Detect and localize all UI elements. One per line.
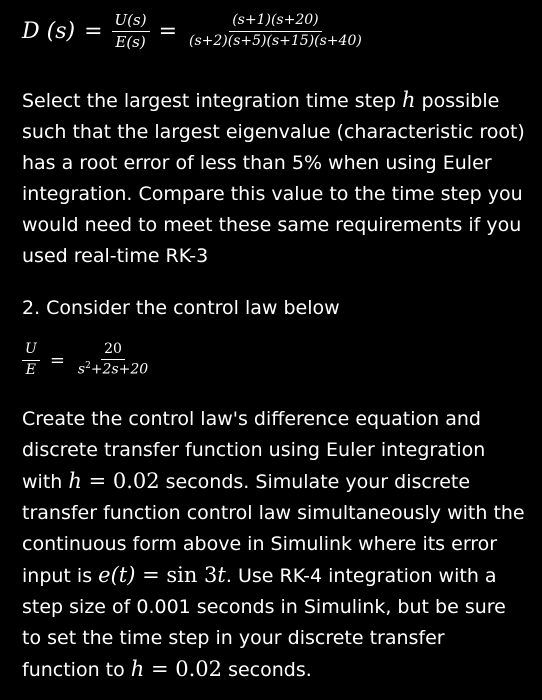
ratio-U-over-E [112, 12, 150, 50]
text-segment: possible such that the largest eigenvalue (characteristic root) has a root error of less than 5% when using Euler integration. Compare this value to the time step you would need to meet these same requirements if you used real-time RK-3 [22, 90, 525, 267]
math-equals-value: = 0.02 [81, 469, 160, 493]
control-law-fraction [75, 342, 151, 378]
control-law-equation [22, 342, 151, 378]
lhs-denominator: E [25, 361, 37, 378]
math-h: h [68, 469, 82, 493]
text-segment: Create the control law's difference equation and discrete transfer function using Euler integration with [22, 408, 486, 493]
question-paragraph-1 [22, 85, 527, 272]
section-2-heading: 2. Consider the control law below [22, 297, 340, 319]
math-e-of-t: e(t) [98, 563, 136, 587]
plant-denominator: (s+2)(s+5)(s+15)(s+40) [189, 32, 362, 49]
text-segment: seconds. [222, 659, 312, 681]
lhs-U-over-E [22, 342, 40, 378]
denominator-s: s [77, 362, 86, 379]
equals-sign: = [84, 18, 103, 44]
transfer-function-equation [22, 12, 365, 50]
text-segment: seconds. Simulate your discrete transfer function control law simultaneously with the continuous form above in Simulink where its error input is [22, 471, 525, 587]
math-h: h [401, 88, 416, 112]
lhs-numerator: U [22, 342, 40, 360]
ratio-numerator: U(s) [112, 12, 150, 32]
equals-sign: = [49, 349, 65, 371]
math-t: t [217, 563, 226, 587]
math-h: h [130, 657, 145, 681]
plant-numerator: (s+1)(s+20) [229, 13, 321, 31]
denominator-exponent: 2 [85, 361, 91, 372]
plant-fraction [186, 13, 365, 49]
text-segment: . Use RK-4 integration with a step size of 0.001 seconds in Simulink, but be sure to set the time step in your discrete transfer function to [22, 565, 506, 681]
equals-sign-2: = [158, 18, 178, 44]
control-law-numerator: 20 [101, 342, 125, 360]
question-paragraph-3 [22, 404, 527, 686]
text-segment: Select the largest integration time step [22, 90, 402, 112]
math-equals-value: = 0.02 [144, 657, 223, 681]
math-sin: = sin 3 [135, 563, 218, 587]
lhs-D-of-s: D (s) [22, 18, 76, 44]
control-law-denominator [75, 360, 151, 378]
denominator-rest: +2s+20 [90, 362, 149, 379]
ratio-denominator: E(s) [115, 32, 146, 51]
